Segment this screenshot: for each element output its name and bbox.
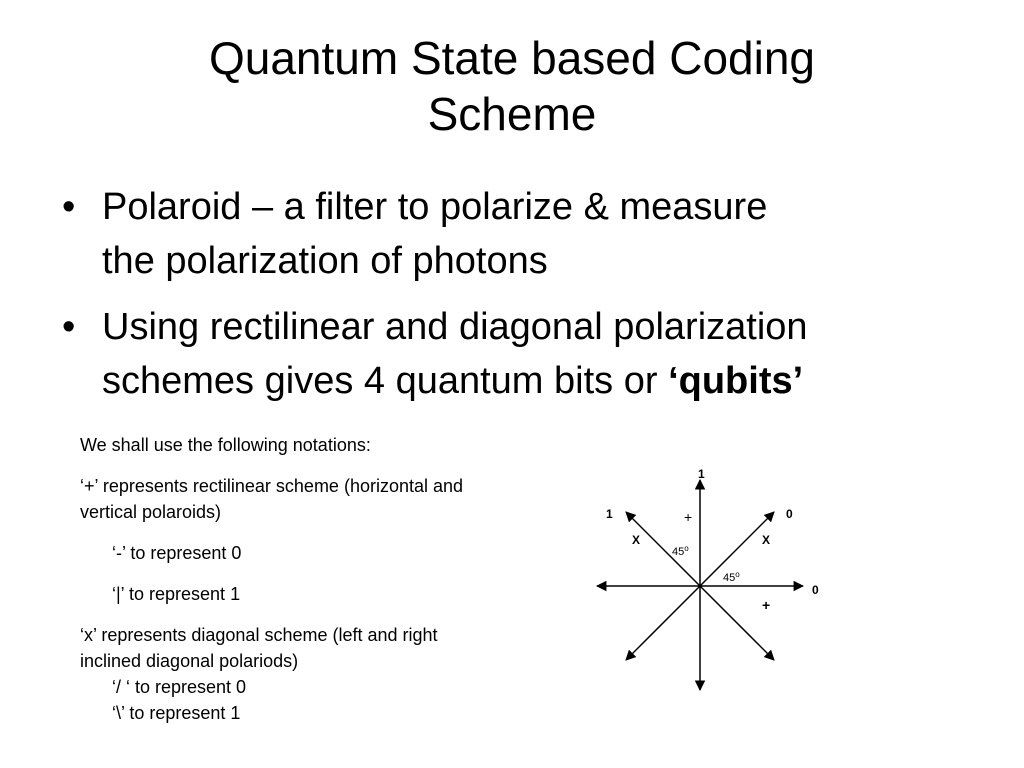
title-line-2: Scheme xyxy=(427,88,597,140)
plus-mark-lower: + xyxy=(762,597,771,613)
notes-slash: ‘/ ‘ to represent 0 xyxy=(112,677,247,697)
x-mark-left: X xyxy=(632,533,641,547)
x-mark-right: X xyxy=(762,533,771,547)
qubits-term: ‘qubits’ xyxy=(668,360,804,402)
notes-x-line-2: inclined diagonal polariods) xyxy=(80,651,299,671)
notes-plus-scheme xyxy=(80,473,580,525)
bullet-2-line-2-text: schemes gives 4 quantum bits or xyxy=(102,360,669,402)
notes-plus-line-1: ‘+’ represents rectilinear scheme (horizontal and xyxy=(80,476,464,496)
bullet-item xyxy=(56,300,976,408)
bullet-dot: • xyxy=(62,306,76,348)
notes-backslash: ‘\’ to represent 1 xyxy=(112,703,241,723)
notes-dash: ‘-’ to represent 0 xyxy=(112,543,242,563)
notes-intro: We shall use the following notations: xyxy=(80,435,371,455)
title-line-1: Quantum State based Coding xyxy=(208,32,816,84)
polarization-diagram xyxy=(580,460,840,700)
bullet-dot: • xyxy=(62,186,76,228)
bullet-list xyxy=(56,180,976,420)
notes-plus-line-2: vertical polaroids) xyxy=(80,502,222,522)
angle-label-lower: 45$^o$ xyxy=(723,570,740,584)
bullet-2-line-2 xyxy=(102,354,976,408)
notation-notes xyxy=(80,432,580,726)
notes-x-scheme xyxy=(80,622,580,726)
label-top: 1 xyxy=(698,467,705,481)
slide-title xyxy=(0,30,1024,142)
bullet-1-line-2: the polarization of photons xyxy=(102,240,548,282)
angle-label-upper: 45$^o$ xyxy=(672,544,689,558)
bullet-item xyxy=(56,180,976,288)
label-right: 0 xyxy=(812,583,819,597)
notes-x-line-1: ‘x’ represents diagonal scheme (left and right xyxy=(80,625,438,645)
notes-bar: ‘|’ to represent 1 xyxy=(112,584,241,604)
label-upper-right: 0 xyxy=(786,507,793,521)
label-upper-left: 1 xyxy=(606,507,613,521)
bullet-1-line-1: Polaroid – a filter to polarize & measure xyxy=(102,186,768,228)
bullet-2-line-1: Using rectilinear and diagonal polarization xyxy=(102,306,808,348)
plus-mark-upper: + xyxy=(684,509,693,525)
